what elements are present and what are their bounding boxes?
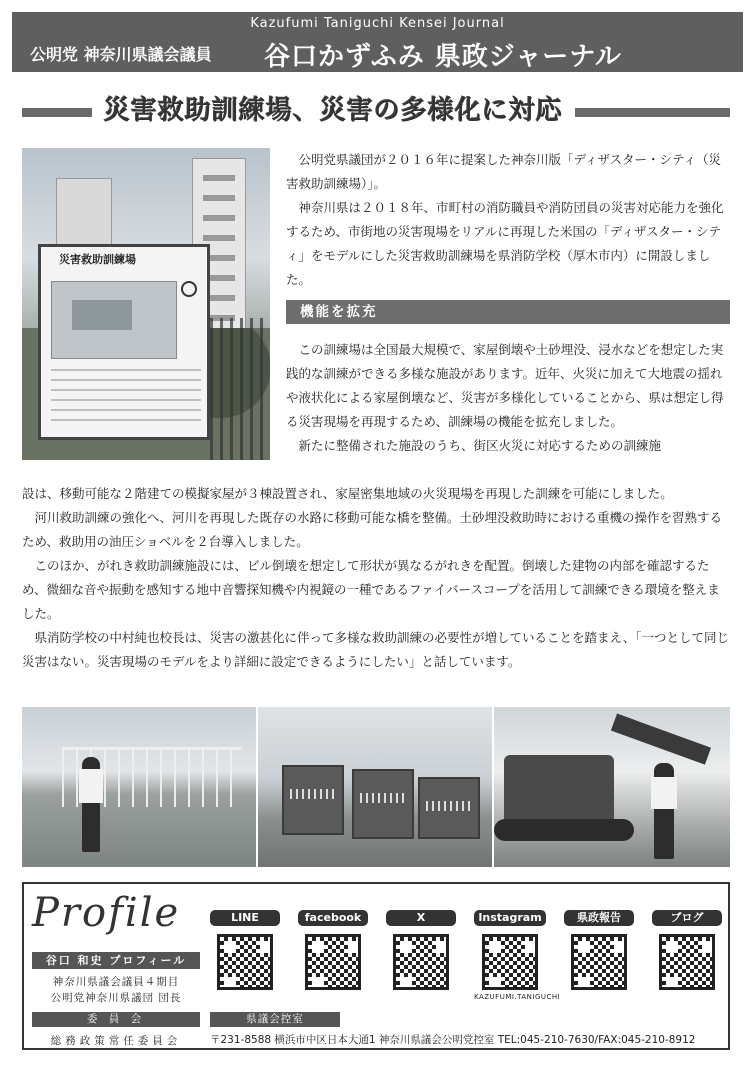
excavator-arm — [611, 714, 711, 765]
north-arrow-icon — [181, 281, 197, 297]
profile-role-1: 神奈川県議会議員４期目 — [52, 976, 180, 988]
facebook-qr-code[interactable] — [305, 934, 361, 990]
x-label: X — [386, 910, 456, 926]
mock-house — [418, 777, 480, 839]
facility-sign — [38, 244, 210, 440]
section-paragraph-3: 河川救助訓練の強化へ、河川を再現した既存の水路に移動可能な橋を整備。土砂埋没救助時における重機の操作を習熟するため、救助用の油圧ショベルを２台導入しました。 — [22, 510, 723, 549]
sns-report[interactable] — [564, 910, 634, 990]
intro-paragraph-1: 公明党県議団が２０１６年に提案した神奈川版「ディザスター・シティ（災害救助訓練場）」。 — [286, 152, 722, 191]
profile-name-label: 谷口 和史 プロフィール — [32, 952, 200, 969]
committee-name: 総務政策常任委員会 — [50, 1035, 182, 1047]
profile-box — [22, 882, 730, 1050]
person-figure — [654, 763, 674, 859]
report-label: 県政報告 — [564, 910, 634, 926]
blog-qr-code[interactable] — [659, 934, 715, 990]
mock-house — [352, 769, 414, 839]
section-paragraph-2-cont: 設は、移動可能な２階建ての模擬家屋が３棟設置され、家屋密集地域の火災現場を再現した訓練を可能にしました。 — [22, 486, 673, 501]
sns-facebook[interactable] — [298, 910, 368, 990]
section-text-full — [22, 482, 730, 674]
training-site-photo — [22, 148, 270, 460]
line-label: LINE — [210, 910, 280, 926]
facebook-label: facebook — [298, 910, 368, 926]
excavator-photo — [494, 707, 730, 867]
section-paragraph-5: 県消防学校の中村純也校長は、災害の激甚化に伴って多様な救助訓練の必要性が増していることを踏まえ、「一つとして同じ災害はない。災害現場のモデルをより詳細に設定できるようにしたい」と話しています。 — [22, 630, 730, 669]
line-qr-code[interactable] — [217, 934, 273, 990]
mock-house — [282, 765, 344, 835]
intro-text — [286, 148, 730, 292]
profile-role-2: 公明党神奈川県議団 団長 — [50, 992, 182, 1004]
sign-legend — [51, 369, 201, 429]
intro-paragraph-2: 神奈川県は２０１８年、市町村の消防職員や消防団員の災害対応能力を強化するため、市街地の災害現場をリアルに再現した米国の「ディザスター・シティ」をモデルにした災害救助訓練場を県消防学校（厚木市内）に開設しました。 — [286, 200, 724, 287]
sign-map — [51, 281, 177, 359]
instagram-label: Instagram — [474, 910, 546, 926]
section-heading: 機能を拡充 — [286, 300, 730, 324]
sns-x[interactable] — [386, 910, 456, 990]
mock-houses-photo — [258, 707, 492, 867]
header-title: 谷口かずふみ 県政ジャーナル — [264, 42, 622, 72]
sns-line[interactable] — [210, 910, 280, 990]
header-affiliation: 公明党 神奈川県議会議員 — [30, 45, 212, 64]
excavator-track — [494, 819, 634, 841]
section-text-column — [286, 338, 730, 458]
person-figure — [82, 757, 100, 852]
x-qr-code[interactable] — [393, 934, 449, 990]
instagram-handle: KAZUFUMI.TANIGUCHI — [474, 993, 561, 1001]
instagram-qr-code[interactable] — [482, 934, 538, 990]
photo-strip — [22, 707, 730, 867]
fence-image — [210, 318, 270, 460]
office-address: 〒231-8588 横浜市中区日本大通1 神奈川県議会公明党控室 TEL:045-210-7630/FAX:045-210-8912 — [210, 1034, 696, 1046]
sign-title: 災害救助訓練場 — [59, 253, 136, 266]
report-qr-code[interactable] — [571, 934, 627, 990]
excavator-body — [504, 755, 614, 825]
article-headline: 災害救助訓練場、災害の多様化に対応 — [92, 92, 575, 130]
profile-logo: Profile — [32, 890, 181, 936]
section-paragraph-1: この訓練場は全国最大規模で、家屋倒壊や土砂埋没、浸水などを想定した実践的な訓練ができる多様な施設があります。近年、火災に加えて大地震の揺れや液状化による家屋倒壊など、災害が多様化していることから、県は想定し得る災害現場を再現するため、訓練場の機能を拡充しました。 — [286, 342, 724, 429]
sns-instagram[interactable] — [474, 910, 561, 1001]
header-banner — [12, 12, 743, 72]
section-paragraph-2-start: 新たに整備された施設のうち、街区火災に対応するための訓練施 — [298, 438, 662, 453]
sns-blog[interactable] — [652, 910, 722, 990]
section-paragraph-4: このほか、がれき救助訓練施設には、ビル倒壊を想定して形状が異なるがれきを配置。倒壊した建物の内部を確認するため、微細な音や振動を感知する地中音響探知機や内視鏡の一種であるファイバースコープを活用して訓練できる環境を整えました。 — [22, 558, 720, 621]
river-bridge-photo — [22, 707, 256, 867]
committee-label: 委 員 会 — [32, 1012, 200, 1027]
header-english-title: Kazufumi Taniguchi Kensei Journal — [250, 16, 505, 31]
blog-label: ブログ — [652, 910, 722, 926]
office-label: 県議会控室 — [210, 1012, 340, 1027]
